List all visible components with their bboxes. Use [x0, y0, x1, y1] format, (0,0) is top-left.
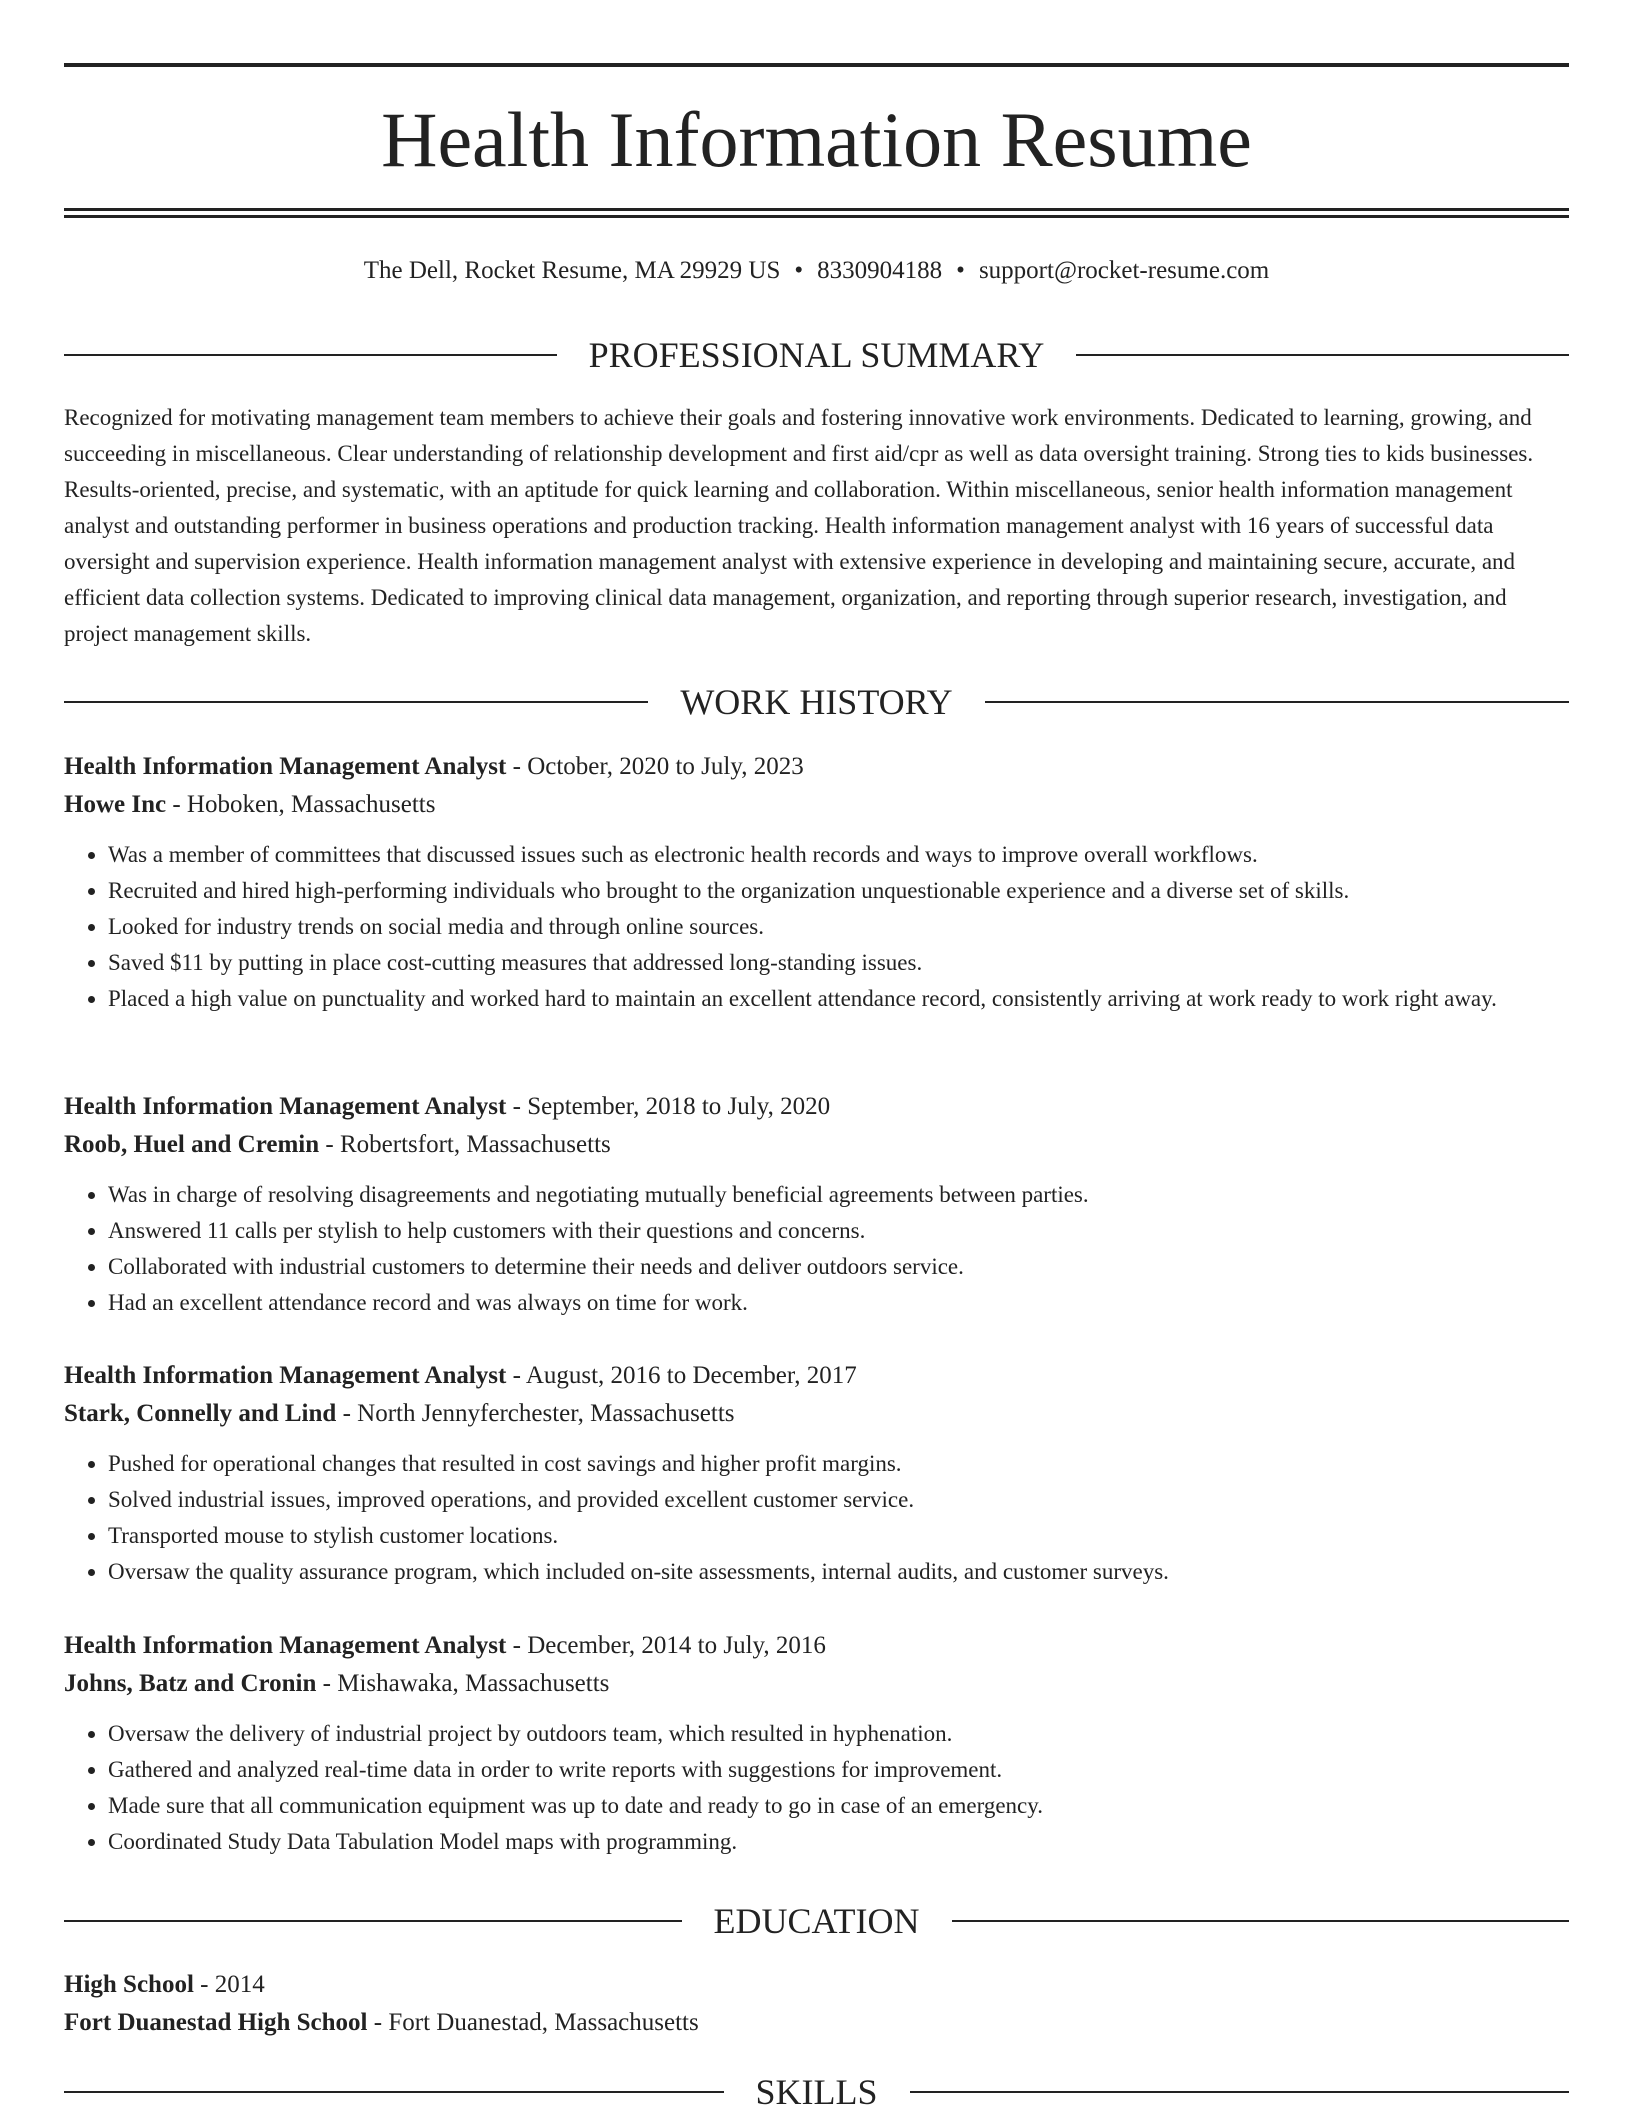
- education-school: Fort Duanestad High School: [64, 2009, 368, 2036]
- job-bullets: [64, 1177, 1569, 1321]
- heading-rule: [64, 354, 557, 356]
- section-heading-skills: [64, 2070, 1569, 2114]
- job-title-line: [64, 1088, 1569, 1126]
- list-item: • Gathered and analyzed real-time data in order to write reports with suggestions for improvement.: [108, 1752, 1569, 1788]
- job-location: North Jennyferchester, Massachusetts: [357, 1400, 735, 1427]
- section-heading-summary: [64, 333, 1569, 377]
- job-title: Health Information Management Analyst: [64, 1632, 507, 1659]
- job-title-line: [64, 1357, 1569, 1395]
- list-item: • Had an excellent attendance record and was always on time for work.: [108, 1285, 1569, 1321]
- dash: -: [373, 2009, 383, 2036]
- dash: -: [342, 1400, 351, 1427]
- education-entry: [64, 1966, 1569, 2042]
- heading-rule: [910, 2091, 1570, 2093]
- section-title: EDUCATION: [713, 1901, 920, 1941]
- job-entry: [64, 748, 1569, 1017]
- education-location: Fort Duanestad, Massachusetts: [388, 2009, 699, 2036]
- list-item: • Oversaw the quality assurance program, which included on-site assessments, internal audits, and customer surveys.: [108, 1554, 1569, 1590]
- job-entry: [64, 1627, 1569, 1860]
- title-divider-upper: [64, 208, 1569, 211]
- list-item: • Saved $11 by putting in place cost-cutting measures that addressed long-standing issues.: [108, 945, 1569, 981]
- list-item: • Solved industrial issues, improved operations, and provided excellent customer service.: [108, 1482, 1569, 1518]
- job-dates: September, 2018 to July, 2020: [527, 1093, 831, 1120]
- contact-phone: 8330904188: [817, 257, 943, 284]
- heading-rule: [64, 701, 648, 703]
- list-item: • Oversaw the delivery of industrial project by outdoors team, which resulted in hyphenation.: [108, 1716, 1569, 1752]
- top-divider: [64, 63, 1569, 67]
- job-title: Health Information Management Analyst: [64, 1362, 507, 1389]
- heading-rule: [952, 1920, 1570, 1922]
- job-title: Health Information Management Analyst: [64, 1093, 507, 1120]
- job-dates: December, 2014 to July, 2016: [527, 1632, 826, 1659]
- list-item: • Was a member of committees that discussed issues such as electronic health records and ways to improve overall workflows.: [108, 837, 1569, 873]
- education-year: 2014: [214, 1971, 265, 1998]
- section-heading-work-history: [64, 680, 1569, 724]
- heading-rule: [64, 2091, 724, 2093]
- heading-rule: [985, 701, 1569, 703]
- education-degree-line: [64, 1966, 1569, 2004]
- job-location: Mishawaka, Massachusetts: [337, 1670, 610, 1697]
- dash: -: [512, 753, 521, 780]
- job-title-line: [64, 748, 1569, 786]
- contact-separator: •: [956, 257, 965, 284]
- heading-rule: [1076, 354, 1569, 356]
- contact-email: support@rocket-resume.com: [978, 257, 1270, 284]
- job-company: Johns, Batz and Cronin: [64, 1670, 317, 1697]
- dash: -: [512, 1093, 521, 1120]
- dash: -: [200, 1971, 209, 1998]
- job-title: Health Information Management Analyst: [64, 753, 507, 780]
- heading-rule: [64, 1920, 682, 1922]
- list-item: • Placed a high value on punctuality and worked hard to maintain an excellent attendance record, consistently arriving at work ready to work right away.: [108, 981, 1569, 1017]
- contact-separator: •: [794, 257, 804, 284]
- job-bullets: [64, 837, 1569, 1017]
- page-title: Health Information Resume: [381, 96, 1252, 183]
- job-bullets: [64, 1716, 1569, 1860]
- job-company-line: [64, 1126, 1569, 1164]
- contact-address: The Dell, Rocket Resume, MA 29929 US: [363, 257, 781, 284]
- education-degree: High School: [64, 1971, 194, 1998]
- dash: -: [322, 1670, 331, 1697]
- dash: -: [512, 1632, 521, 1659]
- job-dates: October, 2020 to July, 2023: [527, 753, 804, 780]
- job-company: Roob, Huel and Cremin: [64, 1131, 320, 1158]
- job-bullets: [64, 1446, 1569, 1590]
- list-item: • Pushed for operational changes that resulted in cost savings and higher profit margins.: [108, 1446, 1569, 1482]
- list-item: • Was in charge of resolving disagreements and negotiating mutually beneficial agreements between parties.: [108, 1177, 1569, 1213]
- list-item: • Answered 11 calls per stylish to help customers with their questions and concerns.: [108, 1213, 1569, 1249]
- job-company: Stark, Connelly and Lind: [64, 1400, 337, 1427]
- job-company-line: [64, 1665, 1569, 1703]
- section-heading-education: [64, 1899, 1569, 1943]
- dash: -: [172, 791, 181, 818]
- job-location: Robertsfort, Massachusetts: [339, 1131, 611, 1158]
- list-item: • Looked for industry trends on social media and through online sources.: [108, 909, 1569, 945]
- job-title-line: [64, 1627, 1569, 1665]
- dash: -: [512, 1362, 521, 1389]
- job-company-line: [64, 1395, 1569, 1433]
- section-title: SKILLS: [755, 2072, 878, 2112]
- professional-summary-text: Recognized for motivating management team members to achieve their goals and fostering innovative work environments. Dedicated to learning, growing, and succeeding in miscellaneous. Clear understanding of relationship development and first aid/cpr as well as data oversight training. Strong ties to kids businesses. Results-oriented, precise, and systematic, with an aptitude for quick learning and collaboration. Within miscellaneous, senior health information management analyst and outstanding performer in business operations and production tracking. Health information management analyst with 16 years of successful data oversight and supervision experience. Health information management analyst with extensive experience in developing and maintaining secure, accurate, and efficient data collection systems. Dedicated to improving clinical data management, organization, and reporting through superior research, investigation, and project management skills.: [64, 405, 1534, 646]
- list-item: • Collaborated with industrial customers to determine their needs and deliver outdoors service.: [108, 1249, 1569, 1285]
- title-divider-lower: [64, 215, 1569, 218]
- job-entry: [64, 1088, 1569, 1321]
- job-company-line: [64, 786, 1569, 824]
- list-item: • Coordinated Study Data Tabulation Model maps with programming.: [108, 1824, 1569, 1860]
- list-item: • Transported mouse to stylish customer locations.: [108, 1518, 1569, 1554]
- dash: -: [325, 1131, 334, 1158]
- job-dates: August, 2016 to December, 2017: [525, 1362, 857, 1389]
- job-company: Howe Inc: [64, 791, 167, 818]
- section-title: WORK HISTORY: [680, 682, 953, 722]
- list-item: • Recruited and hired high-performing individuals who brought to the organization unquestionable experience and a diverse set of skills.: [108, 873, 1569, 909]
- job-entry: [64, 1357, 1569, 1590]
- section-title: PROFESSIONAL SUMMARY: [588, 335, 1045, 375]
- contact-line: [64, 254, 1569, 288]
- job-location: Hoboken, Massachusetts: [186, 791, 436, 818]
- list-item: • Made sure that all communication equipment was up to date and ready to go in case of an emergency.: [108, 1788, 1569, 1824]
- education-school-line: [64, 2004, 1569, 2042]
